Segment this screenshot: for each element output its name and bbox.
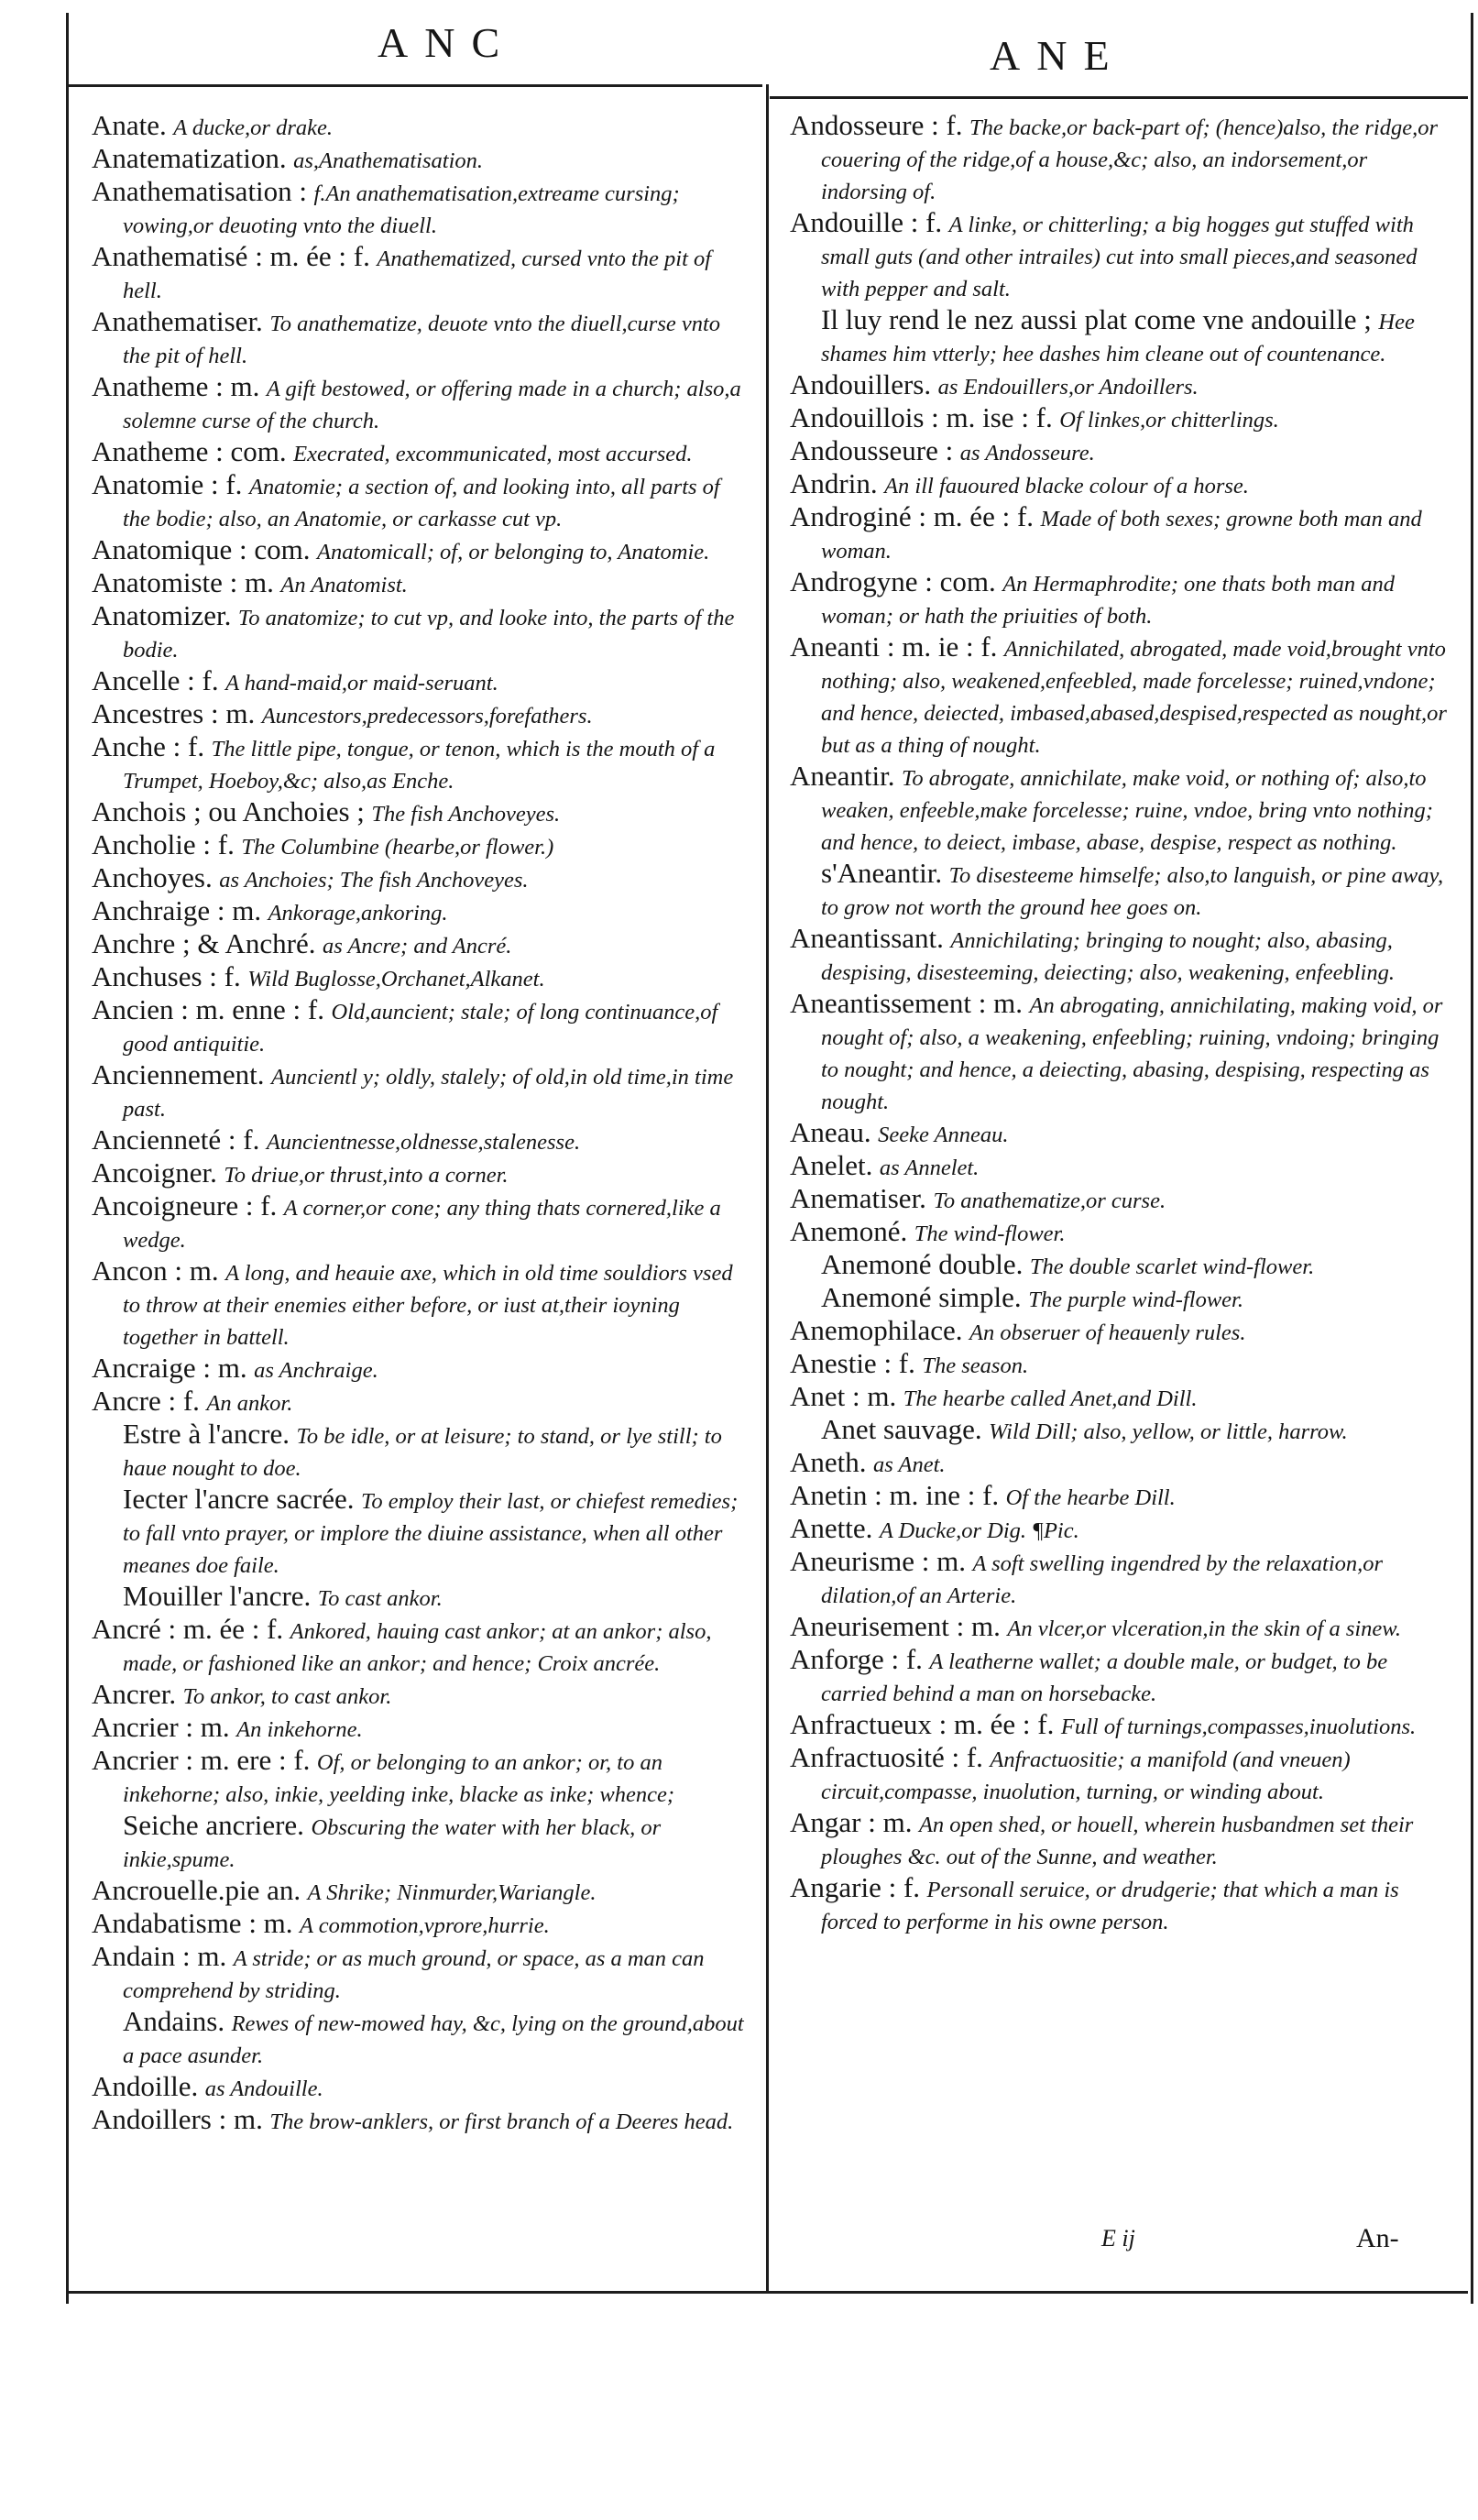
dictionary-entry: [790, 1348, 1448, 1381]
dictionary-entry: [92, 1614, 744, 1679]
dictionary-entry: [92, 796, 744, 829]
entry-headword: Andosseure : f.: [790, 109, 963, 141]
entry-headword: Anchoyes.: [92, 861, 213, 893]
entry-headword: Anemoné simple.: [821, 1281, 1022, 1313]
dictionary-entry: [790, 1117, 1448, 1150]
entry-headword: Ancestres : m.: [92, 697, 256, 729]
entry-definition: A Shrike; Ninmurder,Wariangle.: [307, 1880, 597, 1905]
entry-definition: An obseruer of heauenly rules.: [969, 1320, 1246, 1345]
dictionary-entry: [92, 469, 744, 534]
signature-mark: E ij: [1101, 2225, 1135, 2252]
entry-definition: Wild Buglosse,Orchanet,Alkanet.: [247, 967, 545, 992]
entry-definition: as Andosseure.: [959, 441, 1095, 466]
entry-headword: Andouille : f.: [790, 206, 943, 238]
header-rule-left: [66, 84, 762, 87]
dictionary-entry: [92, 1484, 744, 1581]
entry-headword: Aneantissant.: [790, 922, 944, 954]
entry-headword: Anfractuosité : f.: [790, 1741, 983, 1773]
dictionary-entry: [92, 1353, 744, 1386]
entry-definition: Annichilating; bringing to nought; also, abasing, despising, disesteeming, deiecting; also, weakening, enfeebling.: [821, 928, 1395, 985]
dictionary-entry: [92, 731, 744, 796]
entry-definition: An Anatomist.: [280, 573, 408, 597]
dictionary-entry: [790, 1480, 1448, 1513]
dictionary-entry: [92, 110, 744, 143]
entry-definition: A ducke,or drake.: [173, 115, 333, 140]
entry-headword: Andoillers : m.: [92, 2103, 263, 2135]
entry-definition: Personall seruice, or drudgerie; that which a man is forced to performe in his owne person.: [821, 1878, 1399, 1934]
dictionary-entry: [92, 1059, 744, 1124]
entry-definition: A stride; or as much ground, or space, as a man can comprehend by striding.: [123, 1946, 705, 2003]
entry-definition: A corner,or cone; any thing thats cornered,like a wedge.: [123, 1196, 721, 1253]
entry-headword: Andain : m.: [92, 1940, 227, 1972]
entry-definition: Auncientnesse,oldnesse,stalenesse.: [266, 1130, 581, 1155]
running-head-left: ANC: [378, 19, 517, 66]
dictionary-entry: [790, 1150, 1448, 1183]
entry-definition: Auncestors,predecessors,forefathers.: [261, 704, 593, 729]
dictionary-entry: [790, 1644, 1448, 1709]
entry-definition: To cast ankor.: [317, 1586, 443, 1611]
entry-headword: Anatomique : com.: [92, 533, 311, 565]
running-head-right: ANE: [990, 32, 1126, 79]
entry-definition: To anatomize; to cut vp, and looke into, the parts of the bodie.: [123, 606, 735, 663]
entry-definition: Anatomicall; of, or belonging to, Anatomie.: [316, 540, 710, 564]
bottom-rule: [66, 2291, 1468, 2294]
dictionary-entry: [92, 928, 744, 961]
entry-headword: Aneurisme : m.: [790, 1545, 966, 1577]
entry-headword: Androgyne : com.: [790, 565, 996, 597]
entry-headword: Andousseure :: [790, 434, 954, 466]
dictionary-entry: [790, 501, 1448, 566]
entry-definition: A linke, or chitterling; a big hogges gut stuffed with small guts (and other intrailes) cut into small pieces,and seasoned with pepper and salt.: [821, 213, 1418, 301]
dictionary-entry: [92, 567, 744, 600]
entry-definition: A soft swelling ingendred by the relaxation,or dilation,of an Arterie.: [821, 1551, 1384, 1608]
dictionary-entry: [790, 1216, 1448, 1249]
entry-headword: Andabatisme : m.: [92, 1907, 293, 1939]
header-rule-right: [770, 96, 1468, 99]
entry-definition: The purple wind-flower.: [1028, 1287, 1243, 1312]
dictionary-entry: [92, 306, 744, 371]
entry-definition: as Andouille.: [204, 2076, 323, 2101]
entry-definition: An vlcer,or vlceration,in the skin of a sinew.: [1007, 1616, 1401, 1641]
entry-headword: Ancoigner.: [92, 1156, 217, 1189]
entry-definition: The hearbe called Anet,and Dill.: [903, 1386, 1198, 1411]
dictionary-entry: [92, 1419, 744, 1484]
entry-headword: Ancrier : m.: [92, 1711, 230, 1743]
dictionary-entry: [92, 895, 744, 928]
dictionary-entry: [790, 1249, 1448, 1282]
entry-definition: Rewes of new-mowed hay, &c, lying on the ground,about a pace asunder.: [123, 2011, 744, 2068]
entry-headword: Anetin : m. ine : f.: [790, 1479, 1000, 1511]
entry-definition: An ill fauoured blacke colour of a horse.: [884, 474, 1249, 499]
entry-definition: To ankor, to cast ankor.: [182, 1684, 392, 1709]
entry-definition: Of the hearbe Dill.: [1005, 1485, 1176, 1510]
entry-definition: To anathematize, deuote vnto the diuell,curse vnto the pit of hell.: [123, 312, 721, 368]
dictionary-entry: [92, 600, 744, 665]
entry-definition: Anathematized, cursed vnto the pit of hell.: [123, 247, 712, 303]
entry-headword: Anfractueux : m. ée : f.: [790, 1708, 1055, 1740]
dictionary-entry: [790, 858, 1448, 923]
entry-definition: Old,auncient; stale; of long continuance,of good antiquitie.: [123, 1000, 718, 1057]
dictionary-entry: [92, 698, 744, 731]
entry-definition: The wind-flower.: [914, 1222, 1066, 1246]
dictionary-entry: [790, 1546, 1448, 1611]
entry-headword: s'Aneantir.: [821, 857, 943, 889]
entry-definition: The brow-anklers, or first branch of a Deeres head.: [269, 2109, 734, 2134]
dictionary-entry: [790, 369, 1448, 402]
dictionary-entry: [92, 1190, 744, 1255]
entry-definition: A long, and heauie axe, which in old time souldiors vsed to throw at their enemies either before, or iust at,their ioyning together in battell.: [123, 1261, 733, 1350]
entry-headword: Anatematization.: [92, 142, 287, 174]
entry-headword: Andains.: [123, 2005, 225, 2037]
entry-headword: Anchuses : f.: [92, 960, 241, 992]
dictionary-entry: [92, 1908, 744, 1941]
entry-definition: Annichilated, abrogated, made void,brought vnto nothing; also, weakened,enfeebled, made forcelesse; ruined,vndone; and hence, deiected, imbased,abased,despised,respected as nought,or but as a thing of nought.: [821, 637, 1447, 758]
entry-definition: The double scarlet wind-flower.: [1029, 1255, 1315, 1279]
dictionary-entry: [790, 1513, 1448, 1546]
entry-definition: Of linkes,or chitterlings.: [1059, 408, 1279, 433]
entry-headword: Androginé : m. ée : f.: [790, 500, 1035, 532]
entry-definition: A commotion,vprore,hurrie.: [300, 1913, 550, 1938]
dictionary-entry: [790, 435, 1448, 468]
dictionary-entry: [790, 988, 1448, 1117]
entry-headword: Iecter l'ancre sacrée.: [123, 1483, 355, 1515]
entry-definition: An ankor.: [206, 1391, 293, 1416]
entry-definition: Wild Dill; also, yellow, or little, harrow.: [989, 1419, 1348, 1444]
entry-headword: Anelet.: [790, 1149, 873, 1181]
dictionary-entry: [92, 1712, 744, 1745]
dictionary-entry: [790, 1807, 1448, 1872]
entry-headword: Aneantir.: [790, 760, 895, 792]
entry-headword: Ancienneté : f.: [92, 1123, 260, 1156]
entry-headword: Ancré : m. ée : f.: [92, 1613, 284, 1645]
dictionary-entry: [790, 1872, 1448, 1937]
entry-definition: as Anet.: [873, 1452, 946, 1477]
entry-definition: To disesteeme himselfe; also,to languish, or pine away, to grow not worth the ground hee goes on.: [821, 863, 1444, 920]
dictionary-entry: [790, 1611, 1448, 1644]
entry-headword: Anchraige : m.: [92, 894, 262, 926]
dictionary-entry: [790, 1381, 1448, 1414]
dictionary-entry: [92, 1157, 744, 1190]
entry-definition: To be idle, or at leisure; to stand, or lye still; to haue nought to doe.: [123, 1424, 722, 1481]
entry-headword: Estre à l'ancre.: [123, 1418, 290, 1450]
entry-headword: Anatomie : f.: [92, 468, 243, 500]
dictionary-entry: [92, 961, 744, 994]
entry-definition: Obscuring the water with her black, or inkie,spume.: [123, 1815, 662, 1872]
entry-definition: Seeke Anneau.: [878, 1123, 1009, 1147]
entry-headword: Anciennement.: [92, 1058, 265, 1090]
dictionary-entry: [92, 1255, 744, 1353]
entry-definition: f.An anathematisation,extreame cursing; vowing,or deuoting vnto the diuell.: [123, 181, 680, 238]
entry-definition: Auncientl y; oldly, stalely; of old,in old time,in time past.: [123, 1065, 734, 1122]
entry-definition: as,Anathematisation.: [293, 148, 484, 173]
entry-definition: The backe,or back-part of; (hence)also, the ridge,or couering of the ridge,of a house,&c; also, an indorsement,or indorsing of.: [821, 115, 1439, 204]
dictionary-entry: [92, 1745, 744, 1810]
dictionary-entry: [790, 1282, 1448, 1315]
entry-headword: Anate.: [92, 109, 167, 141]
dictionary-entry: [790, 207, 1448, 304]
left-column: [92, 110, 744, 2137]
entry-headword: Andoille.: [92, 2070, 199, 2102]
entry-headword: Mouiller l'ancre.: [123, 1580, 312, 1612]
catchword: An-: [1356, 2223, 1399, 2253]
entry-headword: Aneanti : m. ie : f.: [790, 630, 998, 663]
dictionary-entry: [92, 2006, 744, 2071]
entry-definition: Ankorage,ankoring.: [268, 901, 448, 926]
entry-definition: A gift bestowed, or offering made in a church; also,a solemne curse of the church.: [123, 377, 741, 433]
dictionary-entry: [92, 1941, 744, 2006]
entry-headword: Aneau.: [790, 1116, 871, 1148]
entry-definition: as Anchoies; The fish Anchoveyes.: [219, 868, 529, 893]
entry-headword: Ancien : m. enne : f.: [92, 993, 324, 1025]
entry-definition: To anathematize,or curse.: [933, 1189, 1166, 1213]
entry-headword: Andouillois : m. ise : f.: [790, 401, 1053, 433]
entry-definition: Anatomie; a section of, and looking into, all parts of the bodie; also, an Anatomie, or carkasse cut vp.: [123, 475, 720, 531]
entry-headword: Ancon : m.: [92, 1255, 219, 1287]
entry-headword: Anestie : f.: [790, 1347, 915, 1379]
dictionary-entry: [92, 1124, 744, 1157]
entry-headword: Anforge : f.: [790, 1643, 923, 1675]
entry-headword: Ancelle : f.: [92, 664, 219, 696]
dictionary-entry: [92, 829, 744, 862]
entry-headword: Anemoné.: [790, 1215, 908, 1247]
entry-headword: Anatheme : com.: [92, 435, 287, 467]
dictionary-entry: [92, 176, 744, 241]
entry-headword: Ancrier : m. ere : f.: [92, 1744, 311, 1776]
entry-definition: as Annelet.: [879, 1156, 980, 1180]
dictionary-entry: [92, 2104, 744, 2137]
entry-definition: Of, or belonging to an ankor; or, to an inkehorne; also, inkie, yeelding inke, blacke as inke; whence;: [123, 1750, 675, 1807]
entry-headword: Anche : f.: [92, 730, 205, 762]
entry-headword: Andouillers.: [790, 368, 932, 400]
entry-definition: Anfractuositie; a manifold (and vneuen) circuit,compasse, inuolution, turning, or winding about.: [821, 1748, 1351, 1804]
entry-definition: An open shed, or houell, wherein husbandmen set their ploughes &c. out of the Sunne, and weather.: [821, 1813, 1414, 1869]
entry-definition: The season.: [922, 1353, 1029, 1378]
entry-headword: Aneantissement : m.: [790, 987, 1023, 1019]
dictionary-entry: [790, 1742, 1448, 1807]
entry-headword: Anatomizer.: [92, 599, 232, 631]
entry-definition: Hee shames him vtterly; hee dashes him cleane out of countenance.: [821, 310, 1415, 367]
entry-headword: Ancre : f.: [92, 1385, 200, 1417]
entry-definition: Ankored, hauing cast ankor; at an ankor; also, made, or fashioned like an ankor; and hence; Croix ancrée.: [123, 1619, 712, 1676]
entry-headword: Ancraige : m.: [92, 1352, 247, 1384]
entry-headword: Anathematisé : m. ée : f.: [92, 240, 370, 272]
entry-headword: Anette.: [790, 1512, 873, 1544]
entry-headword: Anet sauvage.: [821, 1413, 982, 1445]
entry-definition: A Ducke,or Dig. ¶Pic.: [879, 1518, 1079, 1543]
dictionary-entry: [790, 1709, 1448, 1742]
dictionary-entry: [790, 402, 1448, 435]
entry-definition: The fish Anchoveyes.: [371, 802, 561, 827]
dictionary-entry: [790, 1414, 1448, 1447]
dictionary-entry: [790, 923, 1448, 988]
entry-definition: Execrated, excommunicated, most accursed.: [293, 442, 693, 466]
right-column: [790, 110, 1448, 1937]
entry-headword: Anathematiser.: [92, 305, 263, 337]
column-divider: [766, 84, 769, 2293]
entry-definition: An inkehorne.: [236, 1717, 363, 1742]
entry-definition: To driue,or thrust,into a corner.: [224, 1163, 509, 1188]
dictionary-entry: [92, 665, 744, 698]
entry-headword: Anchre ; & Anchré.: [92, 927, 316, 959]
dictionary-entry: [790, 761, 1448, 858]
entry-definition: To employ their last, or chiefest remedies; to fall vnto prayer, or implore the diuine assistance, when all other meanes doe faile.: [123, 1489, 739, 1578]
entry-headword: Anet : m.: [790, 1380, 897, 1412]
dictionary-entry: [92, 1581, 744, 1614]
dictionary-entry: [790, 304, 1448, 369]
dictionary-entry: [92, 534, 744, 567]
entry-headword: Anemoné double.: [821, 1248, 1024, 1280]
entry-headword: Il luy rend le nez aussi plat come vne andouille ;: [821, 303, 1372, 335]
dictionary-entry: [92, 1810, 744, 1875]
dictionary-entry: [92, 1875, 744, 1908]
entry-definition: To abrogate, annichilate, make void, or nothing of; also,to weaken, enfeeble,make forcelesse; ruine, vndoe, bring vnto nothing; and hence, to deiect, imbase, abase, despise, respect as nothing.: [821, 766, 1433, 855]
dictionary-entry: [790, 468, 1448, 501]
entry-definition: as Endouillers,or Andoillers.: [937, 375, 1199, 400]
dictionary-entry: [92, 994, 744, 1059]
entry-definition: The Columbine (hearbe,or flower.): [241, 835, 554, 860]
entry-definition: An Hermaphrodite; one thats both man and woman; or hath the priuities of both.: [821, 572, 1396, 629]
entry-headword: Aneurisement : m.: [790, 1610, 1001, 1642]
entry-headword: Anatomiste : m.: [92, 566, 274, 598]
entry-headword: Anchois ; ou Anchoies ;: [92, 795, 365, 827]
entry-headword: Andrin.: [790, 467, 878, 499]
dictionary-entry: [790, 1183, 1448, 1216]
entry-headword: Ancrouelle.pie an.: [92, 1874, 301, 1906]
entry-definition: A leatherne wallet; a double male, or budget, to be carried behind a man on horsebacke.: [821, 1649, 1388, 1706]
entry-headword: Anathematisation :: [92, 175, 308, 207]
dictionary-entry: [790, 631, 1448, 761]
dictionary-entry: [790, 1447, 1448, 1480]
entry-headword: Angarie : f.: [790, 1871, 921, 1903]
entry-definition: Full of turnings,compasses,inuolutions.: [1060, 1715, 1417, 1739]
dictionary-entry: [92, 1679, 744, 1712]
dictionary-entry: [92, 436, 744, 469]
entry-definition: The little pipe, tongue, or tenon, which is the mouth of a Trumpet, Hoeboy,&c; also,as Enche.: [123, 737, 716, 794]
dictionary-entry: [790, 566, 1448, 631]
dictionary-entry: [790, 110, 1448, 207]
entry-headword: Ancholie : f.: [92, 828, 235, 860]
entry-definition: Made of both sexes; growne both man and woman.: [821, 507, 1422, 564]
entry-headword: Aneth.: [790, 1446, 867, 1478]
entry-headword: Seiche ancriere.: [123, 1809, 304, 1841]
dictionary-entry: [92, 241, 744, 306]
entry-headword: Anematiser.: [790, 1182, 926, 1214]
dictionary-entry: [92, 862, 744, 895]
dictionary-entry: [92, 371, 744, 436]
entry-definition: An abrogating, annichilating, making void, or nought of; also, a weakening, enfeebling; ruining, vndoing; bringing to nought; and hence, a deiecting, abasing, despising, respecting as nought.: [821, 993, 1443, 1114]
dictionary-entry: [790, 1315, 1448, 1348]
entry-definition: A hand-maid,or maid-seruant.: [225, 671, 498, 696]
dictionary-entry: [92, 1386, 744, 1419]
dictionary-entry: [92, 143, 744, 176]
entry-headword: Anatheme : m.: [92, 370, 260, 402]
entry-headword: Ancrer.: [92, 1678, 177, 1710]
entry-headword: Anemophilace.: [790, 1314, 963, 1346]
entry-definition: as Anchraige.: [254, 1358, 378, 1383]
entry-headword: Angar : m.: [790, 1806, 913, 1838]
dictionary-entry: [92, 2071, 744, 2104]
entry-definition: as Ancre; and Ancré.: [322, 934, 512, 959]
entry-headword: Ancoigneure : f.: [92, 1189, 278, 1222]
